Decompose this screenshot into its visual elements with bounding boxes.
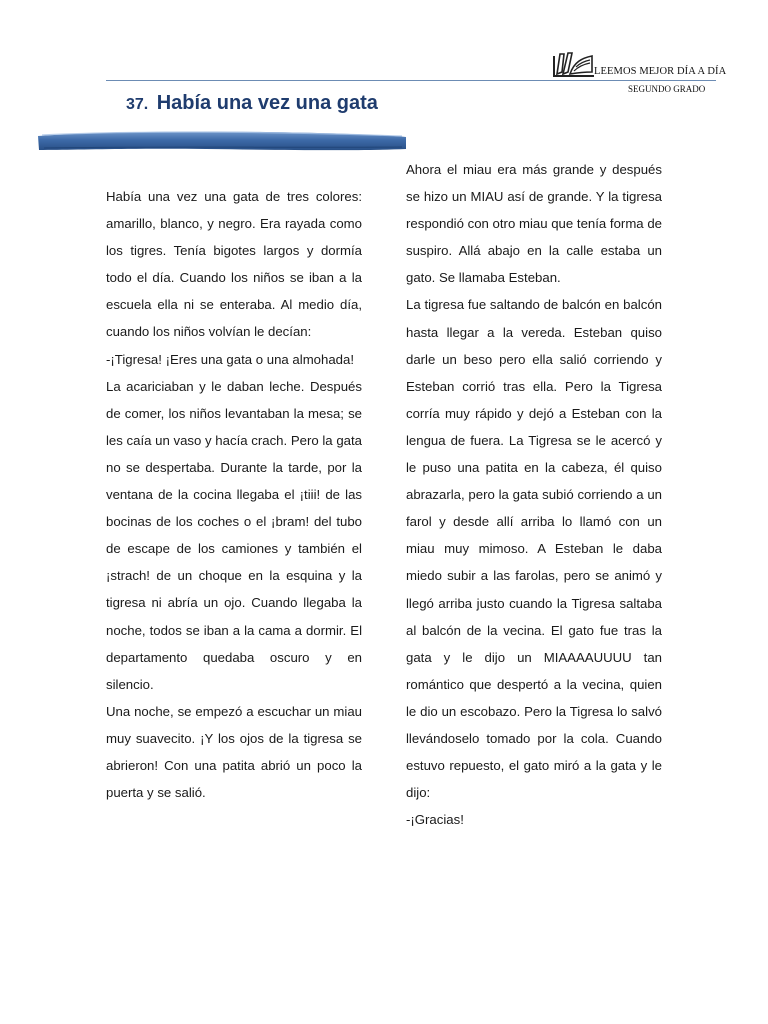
header-grade: SEGUNDO GRADO bbox=[628, 84, 706, 94]
story-paragraph: -¡Gracias! bbox=[406, 812, 464, 828]
lesson-title bbox=[126, 92, 378, 115]
book-logo-icon bbox=[552, 50, 596, 80]
story-column-right bbox=[406, 156, 662, 833]
story-paragraph: Ahora el miau era más grande y después se hizo un MIAU así de grande. Y la tigresa respondió con otro miau que tenía forma de suspiro. Allá abajo en la calle estaba un gato. Se llamaba Esteban. bbox=[406, 162, 662, 286]
title-underline-stripe bbox=[36, 126, 408, 156]
story-column-left bbox=[106, 183, 362, 806]
story-paragraph: La acariciaban y le daban leche. Después de comer, los niños levantaban la mesa; se les caía un vaso y hacía crach. Pero la gata no se despertaba. Durante la tarde, por la ventana de la cocina llegaba el ¡tiii! de las bocinas de los coches o el ¡bram! del tubo de escape de los camiones y también el ¡strach! de un choque en la esquina y la tigresa ni abría un ojo. Cuando llegaba la noche, todos se iban a la cama a dormir. El departamento quedaba oscuro y en silencio. bbox=[106, 378, 362, 692]
story-paragraph: -¡Tigresa! ¡Eres una gata o una almohada! bbox=[106, 351, 355, 367]
lesson-number: 37. bbox=[126, 96, 149, 113]
lesson-title-text: Había una vez una gata bbox=[156, 92, 378, 114]
story-paragraph: Una noche, se empezó a escuchar un miau muy suavecito. ¡Y los ojos de la tigresa se abrieron! Con una patita abrió un poco la puerta y se salió. bbox=[106, 703, 362, 801]
header-divider bbox=[106, 80, 716, 81]
story-paragraph: Había una vez una gata de tres colores: amarillo, blanco, y negro. Era rayada como los tigres. Tenía bigotes largos y dormía todo el día. Cuando los niños se iban a la escuela ella ni se enteraba. Al medio día, cuando los niños volvían le decían: bbox=[106, 189, 362, 340]
story-paragraph: La tigresa fue saltando de balcón en balcón hasta llegar a la vereda. Esteban quiso darle un beso pero ella salió corriendo y Esteban corrió tras ella. Pero la Tigresa corría muy rápido y dejó a Esteban con la lengua de fuera. La Tigresa se le acercó y le puso una patita en la cabeza, él quiso abrazarla, pero la gata subió corriendo a un farol y desde allí arriba lo llamó con un miau muy mimoso. A Esteban le daba miedo subir a las farolas, pero se animó y llegó arriba justo cuando la Tigresa saltaba al balcón de la vecina. El gato fue tras la gata y le dijo un MIAAAAUUUU tan romántico que despertó a la vecina, quien le dio un escobazo. Pero la Tigresa lo salvó llevándoselo tomado por la cola. Cuando estuvo repuesto, el gato miró a la gata y le dijo: bbox=[406, 297, 662, 801]
header-title: LEEMOS MEJOR DÍA A DÍA bbox=[594, 66, 727, 77]
